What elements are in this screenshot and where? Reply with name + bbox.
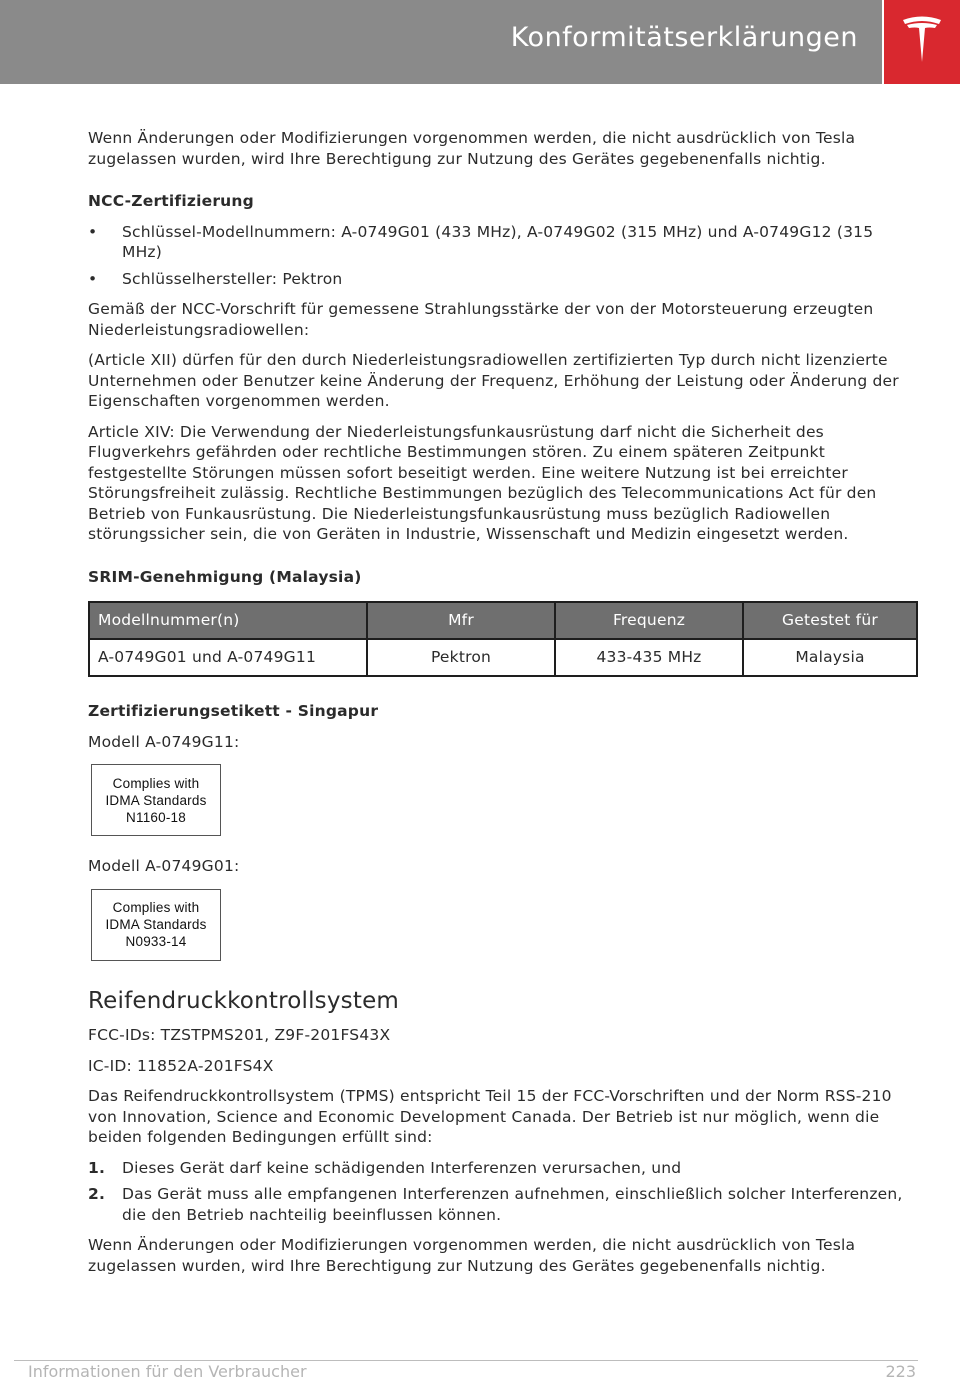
model-label: Modell A-0749G11: bbox=[88, 732, 240, 751]
label-line: IDMA Standards bbox=[105, 792, 207, 808]
brand-logo-box bbox=[884, 0, 960, 84]
label-line: IDMA Standards bbox=[105, 917, 207, 932]
ncc-bullet-list bbox=[88, 222, 918, 290]
bullet-text: Schlüssel-Modellnummern: A-0749G01 (433 MHz), A-0749G02 (315 MHz) und A-0749G12 (315 MHz) bbox=[122, 222, 874, 261]
column-header: Getestet für bbox=[743, 602, 917, 639]
table-row bbox=[89, 639, 917, 676]
ncc-paragraph: Article XIV: Die Verwendung der Niederleistungsfunkausrüstung darf nicht die Sicherheit des Flugverkehrs gefährden oder rechtliche Bestimmungen stören. Zu einem späteren Zeitpunkt festgestellte Störungen müssen sofort beseitigt werden. Eine weitere Nutzung ist bei erreichter Störungsfreiheit zulässig. Rechtliche Bestimmungen bezüglich des Telecommunications Act für den Betrieb von Funkausrüstung. Die Niederleistungsfunkausrüstung muss bezüglich Radiowellen störungssicher sein, die von Geräten in Industrie, Wissenschaft und Medizin eingesetzt werden. bbox=[88, 422, 877, 543]
list-text: Dieses Gerät darf keine schädigenden Interferenzen verursachen, und bbox=[122, 1158, 682, 1177]
label-line: Complies with bbox=[112, 775, 200, 791]
main-content bbox=[88, 128, 918, 1286]
tpms-condition-list bbox=[88, 1158, 918, 1226]
column-header: Modellnummer(n) bbox=[89, 602, 367, 639]
list-number: 1. bbox=[88, 1158, 106, 1177]
tpms-ic-id: IC-ID: 11852A-201FS4X bbox=[88, 1056, 274, 1075]
table-cell: A-0749G01 und A-0749G11 bbox=[89, 639, 367, 676]
certification-label bbox=[91, 889, 221, 961]
footer-divider bbox=[14, 1360, 918, 1361]
label-line: Complies with bbox=[112, 900, 200, 915]
list-item bbox=[88, 1158, 918, 1179]
ncc-heading: NCC-Zertifizierung bbox=[88, 192, 254, 210]
table-cell: 433-435 MHz bbox=[555, 639, 743, 676]
list-number: 2. bbox=[88, 1185, 106, 1203]
srim-table bbox=[88, 601, 918, 677]
certification-label bbox=[91, 764, 221, 836]
intro-paragraph: Wenn Änderungen oder Modifizierungen vorgenommen werden, die nicht ausdrücklich von Tesla zugelassen wurden, wird Ihre Berechtigung zur Nutzung des Gerätes gegebenenfalls nichtig. bbox=[88, 129, 856, 168]
table-cell: Pektron bbox=[367, 639, 555, 676]
tpms-closing-paragraph: Wenn Änderungen oder Modifizierungen vorgenommen werden, die nicht ausdrücklich von Tesla zugelassen wurden, wird Ihre Berechtigung zur Nutzung des Gerätes gegebenenfalls nichtig. bbox=[88, 1236, 856, 1275]
page-number: 223 bbox=[885, 1362, 916, 1381]
footer-section-title: Informationen für den Verbraucher bbox=[28, 1362, 307, 1381]
srim-heading: SRIM-Genehmigung (Malaysia) bbox=[88, 567, 362, 586]
ncc-paragraph: Gemäß der NCC-Vorschrift für gemessene Strahlungsstärke der von der Motorsteuerung erzeugten Niederleistungsradiowellen: bbox=[88, 300, 874, 339]
tpms-paragraph: Das Reifendruckkontrollsystem (TPMS) entspricht Teil 15 der FCC-Vorschriften und der Norm RSS-210 von Innovation, Science and Economic Development Canada. Der Betrieb ist nur möglich, wenn die beiden folgenden Bedingungen erfüllt sind: bbox=[88, 1087, 892, 1146]
tpms-heading: Reifendruckkontrollsystem bbox=[88, 987, 400, 1014]
singapore-heading: Zertifizierungsetikett - Singapur bbox=[88, 702, 379, 720]
table-cell: Malaysia bbox=[743, 639, 917, 676]
column-header: Mfr bbox=[367, 602, 555, 639]
list-item bbox=[88, 222, 918, 263]
list-item bbox=[88, 269, 918, 290]
bullet-icon: • bbox=[88, 269, 98, 288]
list-text: Das Gerät muss alle empfangenen Interferenzen aufnehmen, einschließlich solcher Interferenzen, die den Betrieb nachteilig beeinflussen können. bbox=[122, 1185, 903, 1224]
bullet-icon: • bbox=[88, 222, 98, 241]
tpms-fcc-ids: FCC-IDs: TZSTPMS201, Z9F-201FS43X bbox=[88, 1026, 391, 1044]
column-header: Frequenz bbox=[555, 602, 743, 639]
ncc-paragraph: (Article XII) dürfen für den durch Niederleistungsradiowellen zertifizierten Typ durch nicht lizenzierte Unternehmen oder Benutzer keine Änderung der Frequenz, Erhöhung der Leistung oder Änderung der Eigenschaften vorgenommen werden. bbox=[88, 351, 899, 410]
model-label: Modell A-0749G01: bbox=[88, 857, 240, 875]
table-header-row bbox=[89, 602, 917, 639]
label-line: N1160-18 bbox=[126, 809, 186, 825]
bullet-text: Schlüsselhersteller: Pektron bbox=[122, 269, 343, 288]
list-item bbox=[88, 1184, 918, 1225]
page-title: Konformitätserklärungen bbox=[510, 22, 858, 53]
tesla-logo-icon bbox=[901, 14, 943, 66]
label-line: N0933-14 bbox=[125, 934, 187, 949]
page-header bbox=[0, 0, 882, 84]
